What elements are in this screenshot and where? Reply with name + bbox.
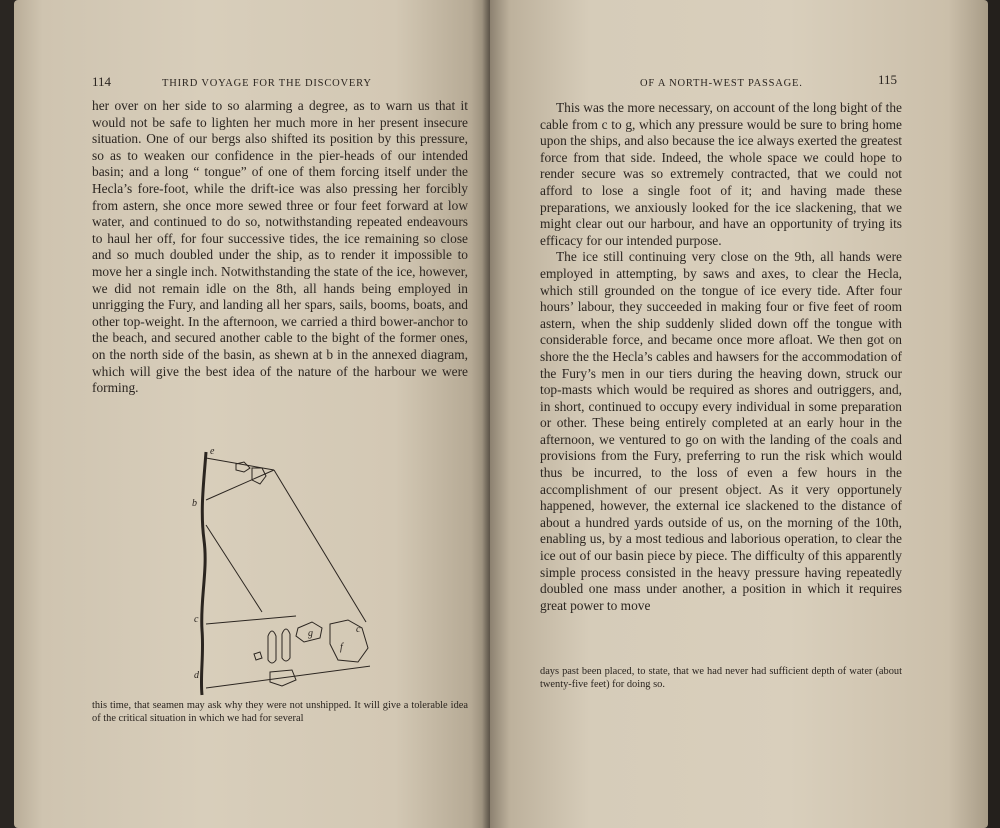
- diagram-label: f: [340, 642, 343, 653]
- diagram-label: c: [194, 614, 199, 625]
- ice-floe: [252, 468, 266, 484]
- right-page-number: 115: [878, 72, 898, 87]
- ice-floe: [254, 652, 262, 660]
- diagram-label: d: [194, 670, 199, 681]
- shoreline: [201, 452, 206, 695]
- right-body-text: [540, 100, 902, 614]
- diagram-label: e: [210, 446, 215, 457]
- cable-line: [206, 525, 262, 612]
- cable-line: [274, 470, 366, 622]
- right-running-head: OF A NORTH-WEST PASSAGE.: [640, 78, 803, 89]
- ice-floe: [236, 462, 250, 472]
- right-page: [490, 0, 988, 828]
- harbour-diagram: [170, 440, 370, 700]
- right-paragraph: The ice still continuing very close on the 9th, all hands were employed in attempting, by saws and axes, to clear the Hecla, which still grounded on the tongue of ice every tide. After four hours’ labour, they succeeded in making four or five feet of room astern, when the ship suddenly slided down off the tongue with considerable force, and became once more afloat. We then got on shore the the Hecla’s cables and hawsers for the accommodation of the Fury’s men in our tiers during the heaving down, struck our top-masts which would be required as shores and outriggers, and, in short, continued to occupy every individual in some preparation or other. These being entirely completed at an early hour in the afternoon, we ventured to go on with the landing of the coals and provisions from the Fury, preferring to run the risk which would thus be incurred, to the loss of even a few hours in the accomplishment of our present object. As it very opportunely happened, however, the external ice slackened to the distance of about a hundred yards outside of us, on the morning of the 10th, enabling us, by a most tedious and laborious operation, to clear the ice out of our basin piece by piece. The difficulty of this apparently simple process consisted in the heavy pressure having repeatedly doubled one mass under another, a position in which it requires great power to move: [540, 249, 902, 613]
- left-page: [14, 0, 490, 828]
- iceberg: [330, 620, 368, 662]
- left-page-number: 114: [92, 74, 112, 89]
- right-paragraph: This was the more necessary, on account of the long bight of the cable from c to g, which any pressure would be sure to bring home upon the ships, and also because the ice always exerted the greatest force from that side. Indeed, the whole space we could hope to render secure was so extremely contracted, that we could not afford to lose a single foot of it; and having made these preparations, we anxiously looked for the ice slackening, that we might clear out our harbour, and have an opportunity of trying its efficacy for our intended purpose.: [540, 100, 902, 248]
- cable-line: [206, 458, 274, 470]
- cable-line: [206, 470, 274, 500]
- left-running-head: THIRD VOYAGE FOR THE DISCOVERY: [162, 78, 372, 89]
- ship-shape: [282, 629, 290, 661]
- left-paragraph: her over on her side to so alarming a degree, as to warn us that it would not be safe to lighten her much more in her present insecure situation. One of our bergs also shifted its position by this pressure, so as to weaken our confidence in the pier-heads of our intended basin; and a long “ tongue” of one of them forcing itself under the Hecla’s fore-foot, while the drift-ice was also pressing her forcibly from astern, she once more sewed three or four feet forward at low water, and continued to do so, notwithstanding repeated endeavours to haul her off, for four successive tides, the ice remaining so close and so much doubled under the ship, as to render it impossible to move her a single inch. Notwithstanding the state of the ice, however, we did not remain idle on the 8th, all hands being employed in unrigging the Fury, and landing all her spars, sails, booms, boats, and other top-weight. In the afternoon, we carried a third bower-anchor to the beach, and secured another cable to the bight of the former ones, on the north side of the basin, as shewn at b in the annexed diagram, which will give the best idea of the nature of the harbour we were forming.: [92, 98, 468, 396]
- right-footnote: days past been placed, to state, that we had never had sufficient depth of water (about twenty-five feet) for doing so.: [540, 666, 902, 690]
- left-footnote: this time, that seamen may ask why they were not unshipped. It will give a tolerable idea of the critical situation in which we had for several: [92, 700, 468, 724]
- diagram-label: g: [308, 628, 313, 639]
- cable-line: [206, 616, 296, 624]
- diagram-label: c: [356, 624, 361, 635]
- ship-shape: [268, 631, 276, 663]
- left-body-text: [92, 98, 468, 397]
- cable-line: [206, 665, 370, 688]
- diagram-label: b: [192, 498, 197, 509]
- book-edge: [988, 0, 1000, 828]
